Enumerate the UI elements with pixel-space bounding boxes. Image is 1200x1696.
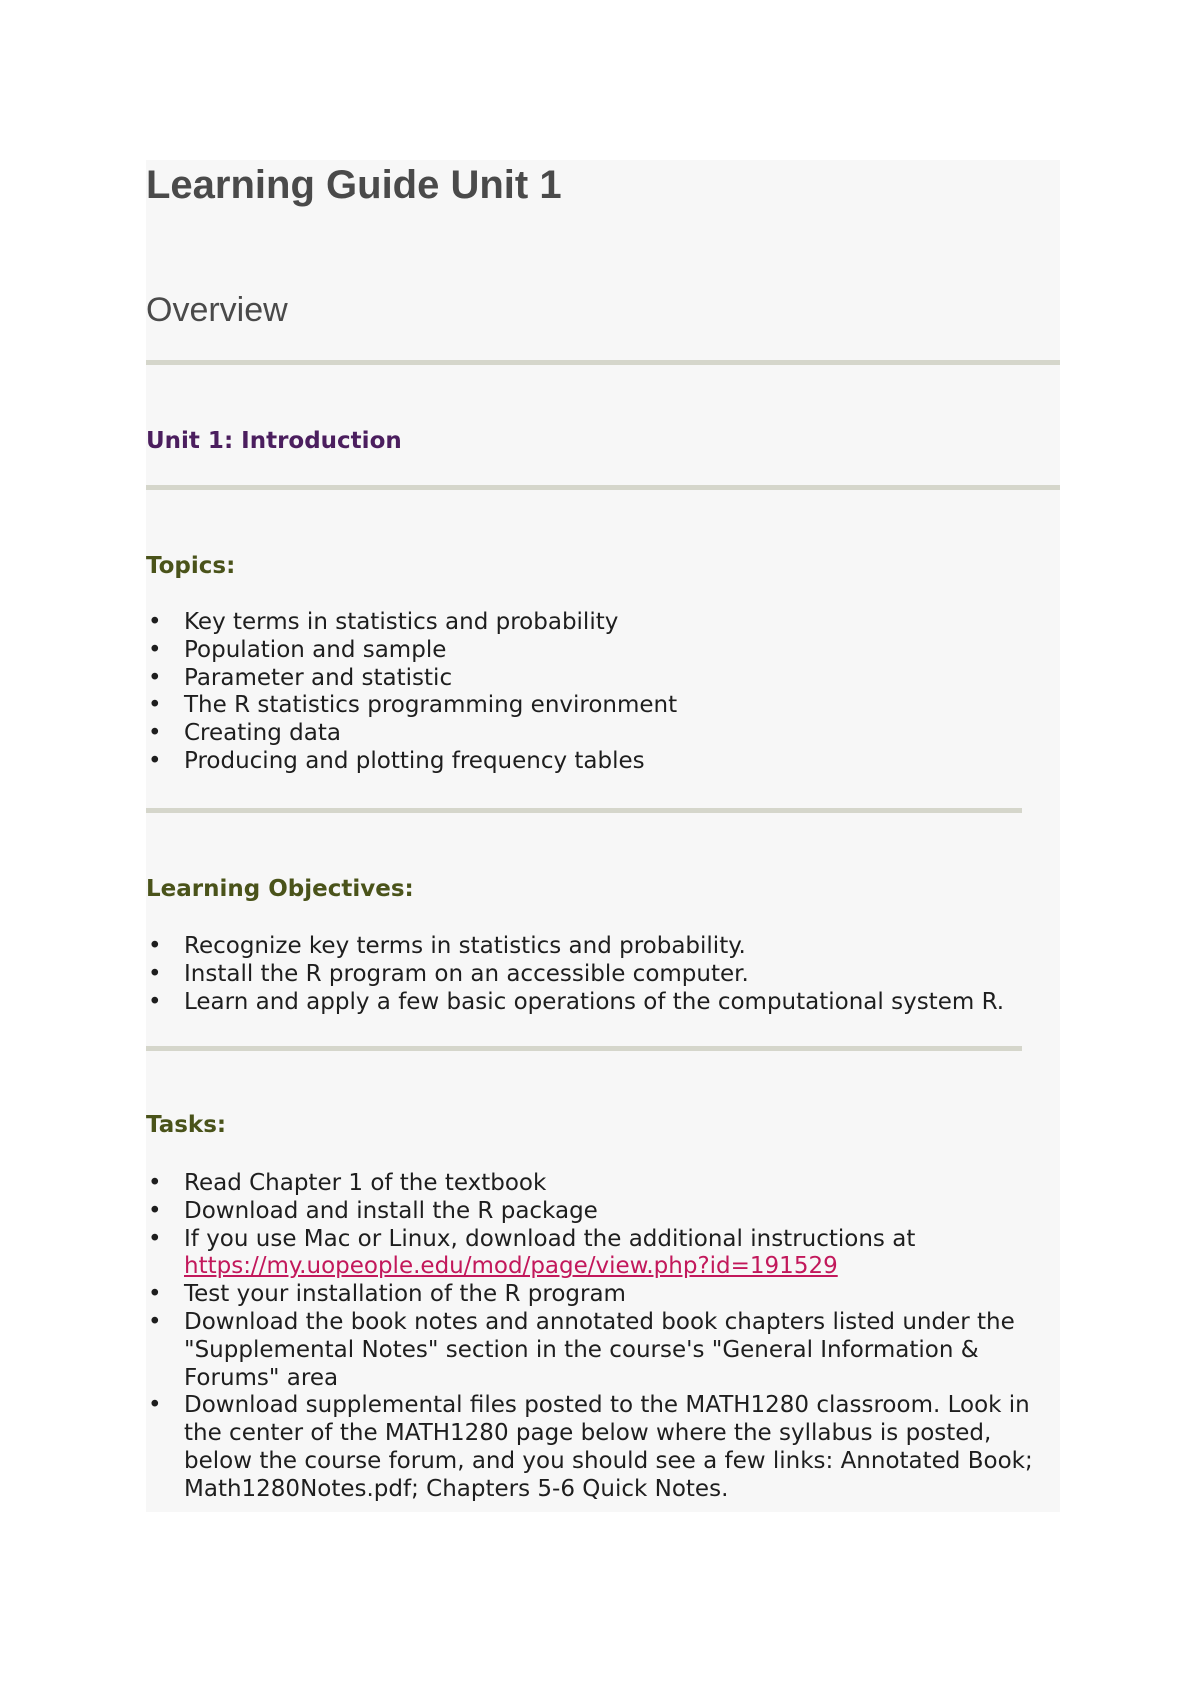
list-item: • Test your installation of the R program	[146, 1281, 1060, 1309]
list-item: • Parameter and statistic	[146, 665, 1060, 693]
list-item: • Recognize key terms in statistics and probability.	[146, 933, 1060, 961]
list-item: • Download the book notes and annotated book chapters listed under the "Supplemental Notes" section in the course's "General Information & Forums" area	[146, 1309, 1060, 1392]
overview-heading: Overview	[146, 291, 288, 329]
objectives-list	[146, 933, 1060, 1016]
divider	[146, 1046, 1022, 1051]
divider	[146, 808, 1022, 813]
page-title: Learning Guide Unit 1	[146, 163, 562, 207]
list-item: • Population and sample	[146, 637, 1060, 665]
divider	[146, 485, 1060, 490]
list-item: • Producing and plotting frequency tables	[146, 748, 1060, 776]
instructions-link[interactable]: https://my.uopeople.edu/mod/page/view.php?id=191529	[184, 1253, 838, 1280]
tasks-heading: Tasks:	[146, 1112, 227, 1138]
divider	[146, 360, 1060, 365]
list-item	[146, 1226, 1060, 1282]
topics-list	[146, 609, 1060, 776]
list-item: • Download and install the R package	[146, 1198, 1060, 1226]
list-item: • Learn and apply a few basic operations of the computational system R.	[146, 989, 1060, 1017]
list-item: • Install the R program on an accessible computer.	[146, 961, 1060, 989]
unit-heading: Unit 1: Introduction	[146, 428, 402, 454]
list-item: • Read Chapter 1 of the textbook	[146, 1170, 1060, 1198]
tasks-list	[146, 1170, 1060, 1504]
objectives-heading: Learning Objectives:	[146, 876, 414, 902]
list-item: • Download supplemental files posted to the MATH1280 classroom. Look in the center of the MATH1280 page below where the syllabus is posted, below the course forum, and you should see a few links: Annotated Book; Math1280Notes.pdf; Chapters 5-6 Quick Notes.	[146, 1392, 1060, 1503]
list-item: • Key terms in statistics and probability	[146, 609, 1060, 637]
list-item: • The R statistics programming environment	[146, 692, 1060, 720]
list-item: • Creating data	[146, 720, 1060, 748]
learning-guide-content	[146, 160, 1060, 1512]
topics-heading: Topics:	[146, 553, 236, 579]
list-item-text: If you use Mac or Linux, download the additional instructions at	[184, 1225, 916, 1252]
